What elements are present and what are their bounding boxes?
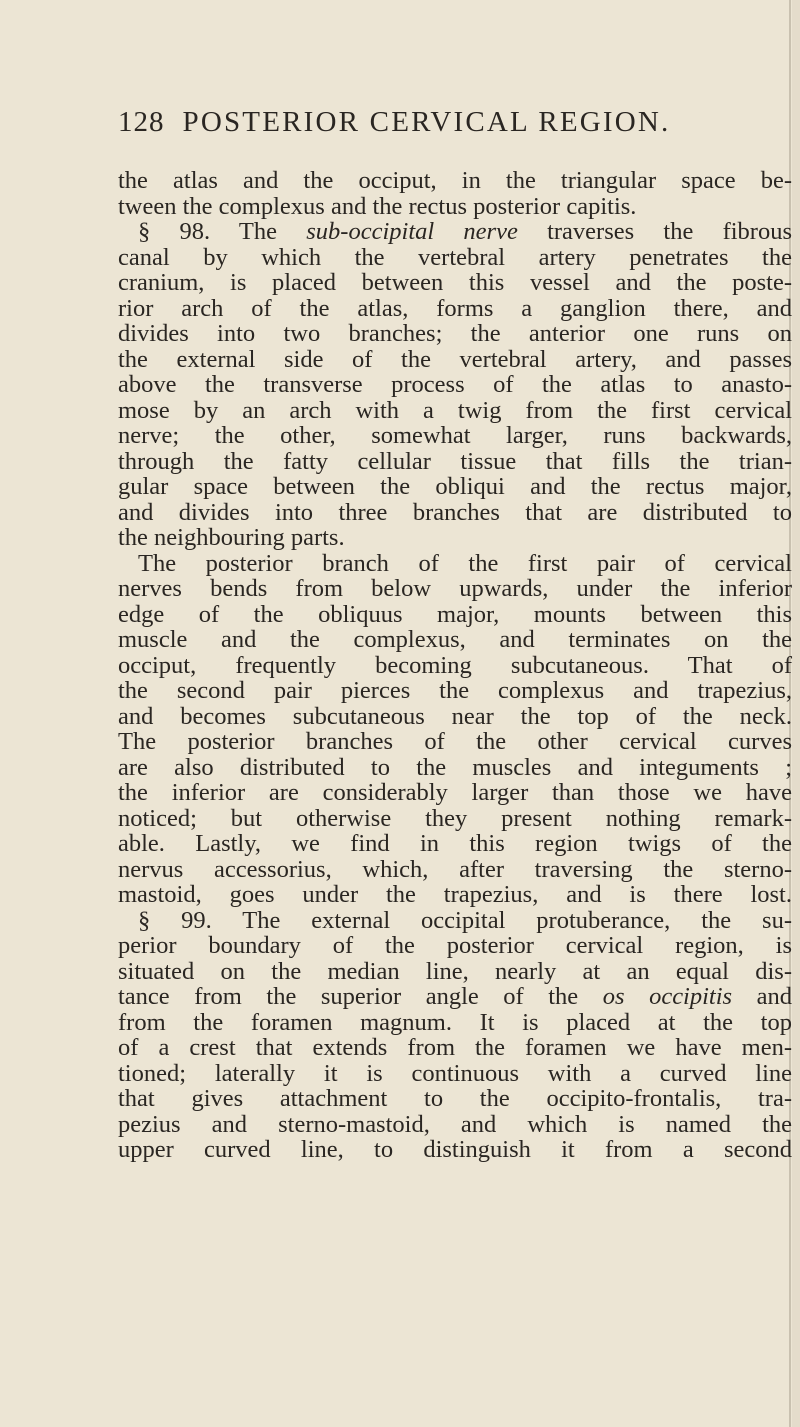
- text-segment: the atlas and the occiput, in the triangular space be-: [118, 167, 792, 194]
- text-segment: nervus accessorius, which, after traversing the sterno-: [118, 855, 792, 883]
- text-segment: the second pair pierces the complexus and trapezius,: [118, 677, 792, 704]
- text-segment: The posterior branch of the first pair of cervical: [138, 549, 792, 577]
- text-line: [118, 168, 792, 194]
- text-line: [118, 780, 792, 806]
- body-text: [118, 168, 792, 1163]
- text-segment: traverses the fibrous: [517, 218, 792, 245]
- text-line: [118, 551, 792, 577]
- text-line: [118, 729, 792, 755]
- text-line: [118, 806, 792, 832]
- text-segment: through the fatty cellular tissue that fills the trian-: [118, 447, 792, 475]
- text-line: [118, 347, 792, 373]
- text-segment: the inferior are considerably larger than those we have: [118, 779, 792, 806]
- text-segment: and: [732, 983, 792, 1010]
- text-segment: nerves bends from below upwards, under the inferior: [118, 575, 792, 602]
- text-segment: gular space between the obliqui and the rectus major,: [118, 473, 792, 500]
- text-segment: pezius and sterno-mastoid, and which is named the: [118, 1110, 792, 1138]
- text-line: [118, 984, 792, 1010]
- text-line: [118, 678, 792, 704]
- page-margin: [792, 0, 800, 1427]
- text-line: [118, 219, 792, 245]
- text-segment: tween the complexus and the rectus posterior capitis.: [118, 192, 637, 220]
- text-segment: The posterior branches of the other cervical curves: [118, 728, 792, 755]
- text-segment: § 99. The external occipital protuberance, the su-: [138, 906, 792, 934]
- text-line: [118, 1010, 792, 1036]
- text-line: [118, 704, 792, 730]
- text-line: [118, 653, 792, 679]
- text-line: [118, 1112, 792, 1138]
- text-line: [118, 449, 792, 475]
- text-segment: tance from the superior angle of the: [118, 983, 603, 1010]
- text-line: [118, 1137, 792, 1163]
- page-number: 128: [118, 106, 165, 138]
- text-line: [118, 321, 792, 347]
- text-segment: and divides into three branches that are distributed to: [118, 498, 792, 526]
- text-line: [118, 194, 792, 220]
- text-segment: occiput, frequently becoming subcutaneous. That of: [118, 651, 792, 679]
- text-line: [118, 933, 792, 959]
- text-segment: that gives attachment to the occipito-frontalis, tra-: [118, 1085, 792, 1112]
- text-segment: tioned; laterally it is continuous with a curved line: [118, 1059, 792, 1087]
- text-line: [118, 270, 792, 296]
- text-line: [118, 474, 792, 500]
- text-line: [118, 372, 792, 398]
- text-line: [118, 882, 792, 908]
- text-segment: divides into two branches; the anterior one runs on: [118, 320, 792, 347]
- text-segment: the neighbouring parts.: [118, 524, 345, 551]
- text-line: [118, 908, 792, 934]
- text-line: [118, 296, 792, 322]
- text-segment: are also distributed to the muscles and integuments ;: [118, 753, 792, 781]
- text-segment: rior arch of the atlas, forms a ganglion there, and: [118, 294, 792, 322]
- text-segment: muscle and the complexus, and terminates on the: [118, 626, 792, 653]
- running-title: POSTERIOR CERVICAL REGION.: [182, 106, 671, 138]
- text-line: [118, 500, 792, 526]
- text-line: [118, 423, 792, 449]
- text-segment: edge of the obliquus major, mounts between this: [118, 600, 792, 628]
- text-line: [118, 1061, 792, 1087]
- text-segment: perior boundary of the posterior cervical region, is: [118, 932, 792, 959]
- text-segment: and becomes subcutaneous near the top of the neck.: [118, 702, 792, 730]
- text-segment: mose by an arch with a twig from the first cervical: [118, 396, 792, 424]
- text-segment: canal by which the vertebral artery penetrates the: [118, 243, 792, 271]
- text-segment: able. Lastly, we find in this region twigs of the: [118, 830, 792, 857]
- text-segment: from the foramen magnum. It is placed at the top: [118, 1008, 792, 1036]
- text-line: [118, 1086, 792, 1112]
- text-line: [118, 857, 792, 883]
- text-line: [118, 245, 792, 271]
- text-line: [118, 959, 792, 985]
- text-line: [118, 1035, 792, 1061]
- text-line: [118, 525, 792, 551]
- text-line: [118, 398, 792, 424]
- text-segment: § 98. The: [138, 218, 307, 245]
- text-line: [118, 602, 792, 628]
- text-segment: above the transverse process of the atlas to anasto-: [118, 371, 792, 398]
- text-segment: of a crest that extends from the foramen we have men-: [118, 1034, 792, 1061]
- italic-term: sub-occipital nerve: [306, 218, 518, 245]
- text-segment: the external side of the vertebral artery, and passes: [118, 345, 792, 373]
- text-line: [118, 576, 792, 602]
- italic-term: os occipitis: [602, 983, 733, 1010]
- text-segment: cranium, is placed between this vessel and the poste-: [118, 269, 792, 296]
- text-segment: mastoid, goes under the trapezius, and is there lost.: [118, 881, 792, 908]
- text-line: [118, 755, 792, 781]
- text-line: [118, 831, 792, 857]
- text-segment: situated on the median line, nearly at an equal dis-: [118, 957, 792, 985]
- text-segment: noticed; but otherwise they present nothing remark-: [118, 804, 792, 832]
- running-header: [118, 106, 671, 139]
- text-segment: nerve; the other, somewhat larger, runs backwards,: [118, 422, 792, 449]
- text-segment: upper curved line, to distinguish it from a second: [118, 1136, 792, 1163]
- text-line: [118, 627, 792, 653]
